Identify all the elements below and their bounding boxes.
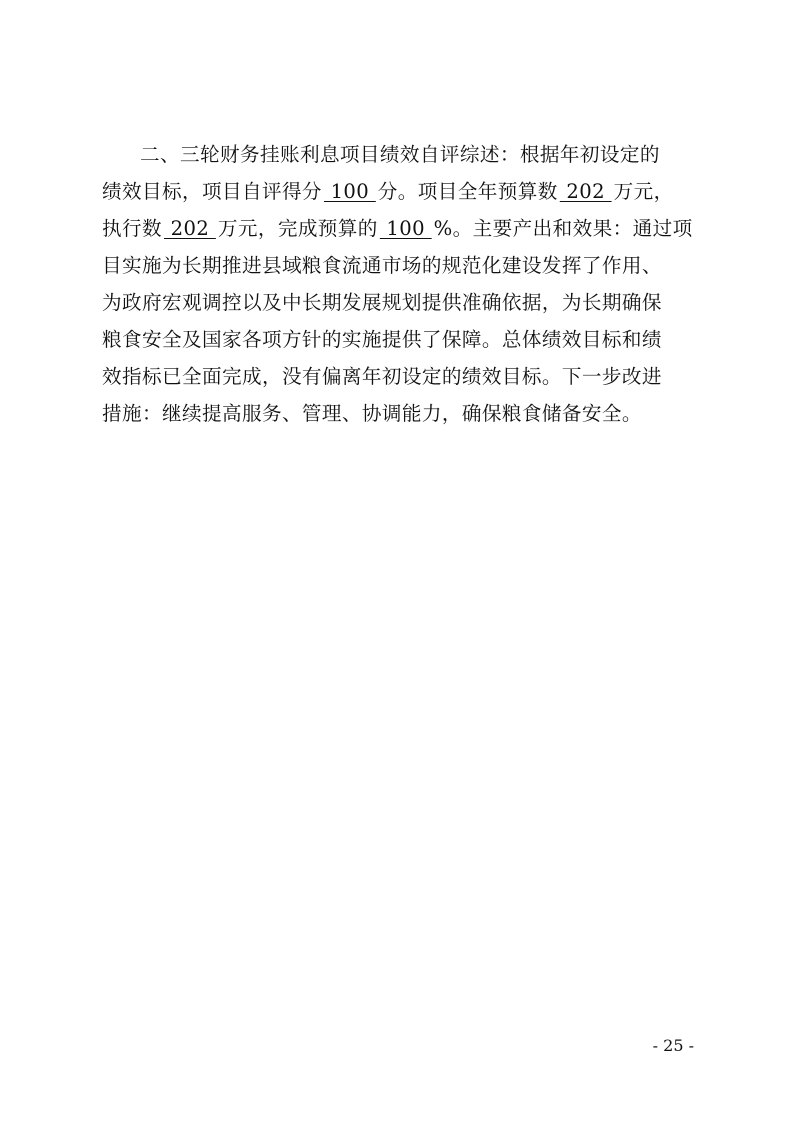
text-segment: 效指标已全面完成，没有偏离年初设定的绩效目标。下一步改进 [102, 365, 662, 388]
text-segment: 万元，完成预算的 [217, 217, 378, 240]
executed-value: 202 [163, 217, 216, 240]
percent-value: 100 [379, 217, 432, 240]
text-segment: 执行数 [102, 217, 162, 240]
score-value: 100 [323, 180, 376, 203]
budget-value: 202 [559, 180, 612, 203]
text-line-5 [102, 284, 694, 321]
text-segment: 目实施为长期推进县域粮食流通市场的规范化建设发挥了作用、 [102, 254, 662, 277]
page-number: - 25 - [652, 1036, 694, 1055]
text-line-8 [102, 395, 694, 432]
text-segment: 分。项目全年预算数 [377, 180, 558, 203]
paragraph [102, 136, 694, 432]
text-segment: %。主要产出和效果：通过项 [433, 217, 693, 240]
text-segment: 措施：继续提高服务、管理、协调能力，确保粮食储备安全。 [102, 402, 642, 425]
text-segment: 粮食安全及国家各项方针的实施提供了保障。总体绩效目标和绩 [102, 328, 662, 351]
text-segment: 二、三轮财务挂账利息项目绩效自评综述：根据年初设定的 [140, 143, 660, 166]
text-segment: 为政府宏观调控以及中长期发展规划提供准确依据，为长期确保 [102, 291, 662, 314]
text-line-3 [102, 210, 694, 247]
text-line-6 [102, 321, 694, 358]
text-segment: 万元， [613, 180, 674, 203]
text-segment: 绩效目标，项目自评得分 [102, 180, 322, 203]
text-line-4 [102, 247, 694, 284]
text-line-7 [102, 358, 694, 395]
text-line-2 [102, 173, 694, 210]
text-line-1 [102, 136, 694, 173]
